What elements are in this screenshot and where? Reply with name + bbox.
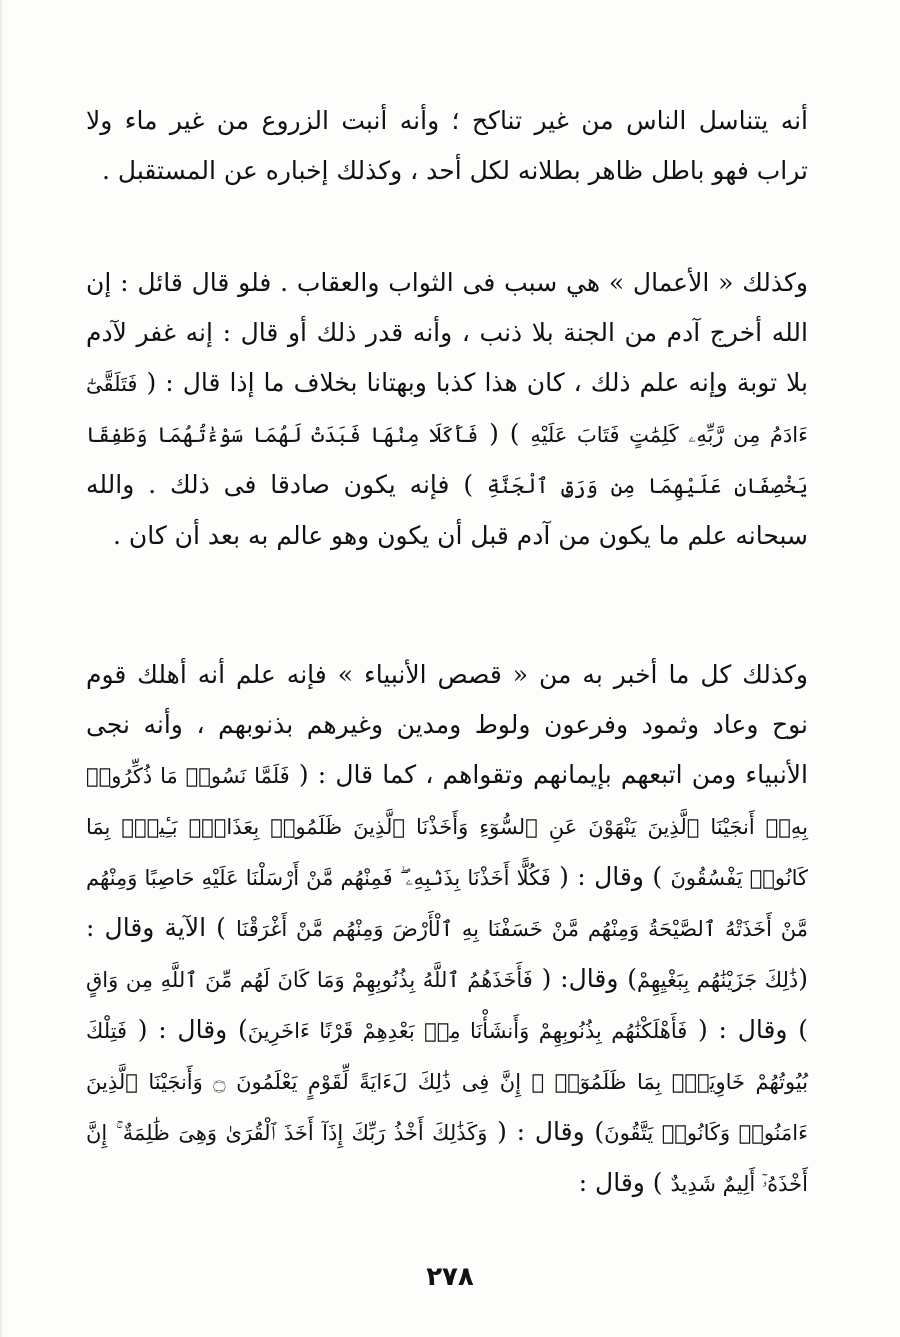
paragraph-2-text-b: ) ( (478, 419, 531, 448)
scan-edge-shadow (0, 0, 3, 1337)
quran-verse: فَتَلَقَّىٰٓ ءَادَمُ مِن رَّبِّهِۦ كَلِمَٰتٍ فَتَابَ عَلَيْهِ (86, 372, 808, 447)
paragraph-1-text: أنه يتناسل الناس من غير تناكح ؛ وأنه أنبت الزروع من غير ماء ولا تراب فهو باطل ظاهر بطلانه لكل أحد ، وكذلك إخباره عن المستقبل . (86, 106, 808, 185)
quran-verse: فَكُلًّا أَخَذْنَا بِذَنۢبِهِۦ ۖ فَمِنْهُم مَّنْ أَرْسَلْنَا عَلَيْهِ حَاصِبًا وَمِنْهُم مَّنْ أَخَذَتْهُ ٱلصَّيْحَةُ وَمِنْهُم مَّنْ خَسَفْنَا بِهِ ٱلْأَرْضَ وَمِنْهُم مَّنْ أَغْرَقْنَا (86, 866, 808, 941)
paragraph-3 (86, 650, 808, 1209)
quran-verse: فَأَهْلَكْنَٰهُم بِذُنُوبِهِمْ وَأَنشَأْنَا مِنۢ بَعْدِهِمْ قَرْنًا ءَاخَرِينَ (247, 1019, 688, 1043)
quran-verse: فَأَكَلَا مِنْهَا فَبَدَتْ لَهُمَا سَوْءَٰتُهُمَا وَطَفِقَا يَخْصِفَانِ عَلَيْهِمَا مِن وَرَقِ ٱلْجَنَّةِ (86, 423, 808, 498)
paragraph-3-text-d: ) وقال: ( (532, 964, 637, 993)
paragraph-3-text-h: ) وقال : (578, 1168, 671, 1197)
paragraph-3-text-g: ) وقال : ( (487, 1117, 605, 1146)
paragraph-3-text-c: ) الآية وقال : ( (86, 913, 809, 993)
paragraph-3-text-a: وكذلك كل ما أخبر به من « قصص الأنبياء » فإنه علم أنه أهلك قوم نوح وعاد وثمود وفرعون ولوط ومدين وغيرهم بذنوبهم ، وأنه نجى الأنبياء ومن اتبعهم بإيمانهم وتقواهم ، كما قال : ( (86, 660, 808, 789)
paragraph-2 (86, 258, 808, 561)
quran-verse: وَكَذَٰلِكَ أَخْذُ رَبِّكَ إِذَآ أَخَذَ ٱلْقُرَىٰ وَهِىَ ظَٰلِمَةٌ ۚ إِنَّ أَخْذَهُۥٓ أَلِيمٌ شَدِيدٌ (86, 1121, 808, 1196)
paragraph-1 (86, 96, 808, 196)
quran-verse: ذَٰلِكَ جَزَيْنَٰهُم بِبَغْيِهِمْ (636, 968, 799, 992)
paragraph-3-text-e: ) وقال : ( (687, 1015, 808, 1044)
quran-verse: فَلَمَّا نَسُوا۟ مَا ذُكِّرُوا۟ بِهِۦٓ أَنجَيْنَا ٱلَّذِينَ يَنْهَوْنَ عَنِ ٱلسُّوٓءِ وَأَخَذْنَا ٱلَّذِينَ ظَلَمُوا۟ بِعَذَابٍۭ بَـِٔيسٍۭ بِمَا كَانُوا۟ يَفْسُقُونَ (86, 764, 808, 890)
paragraph-3-text-b: ) وقال : ( (550, 862, 671, 891)
quran-verse: فَتِلْكَ بُيُوتُهُمْ خَاوِيَةًۢ بِمَا ظَلَمُوٓا۟ ۗ إِنَّ فِى ذَٰلِكَ لَءَايَةً لِّقَوْمٍ يَعْلَمُونَ ۝ وَأَنجَيْنَا ٱلَّذِينَ ءَامَنُوا۟ وَكَانُوا۟ يَتَّقُونَ (86, 1019, 808, 1145)
paragraph-3-text-f: ) وقال : ( (127, 1015, 248, 1044)
page-number: ٢٧٨ (426, 1262, 474, 1292)
paragraph-2-text-c: ) فإنه يكون صادقا فى ذلك . والله سبحانه علم ما يكون من آدم قبل أن يكون وهو عالم به بعد أن كان . (86, 470, 808, 550)
paragraph-2-text-a: وكذلك « الأعمال » هي سبب فى الثواب والعقاب . فلو قال قائل : إن الله أخرج آدم من الجنة بلا ذنب ، وأنه قدر ذلك أو قال : إنه غفر لآدم بلا توبة وإنه علم ذلك ، كان هذا كذبا وبهتانا بخلاف ما إذا قال : ( (86, 268, 808, 397)
quran-verse: فَأَخَذَهُمُ ٱللَّهُ بِذُنُوبِهِمْ وَمَا كَانَ لَهُم مِّنَ ٱللَّهِ مِن وَاقٍ (86, 968, 533, 992)
